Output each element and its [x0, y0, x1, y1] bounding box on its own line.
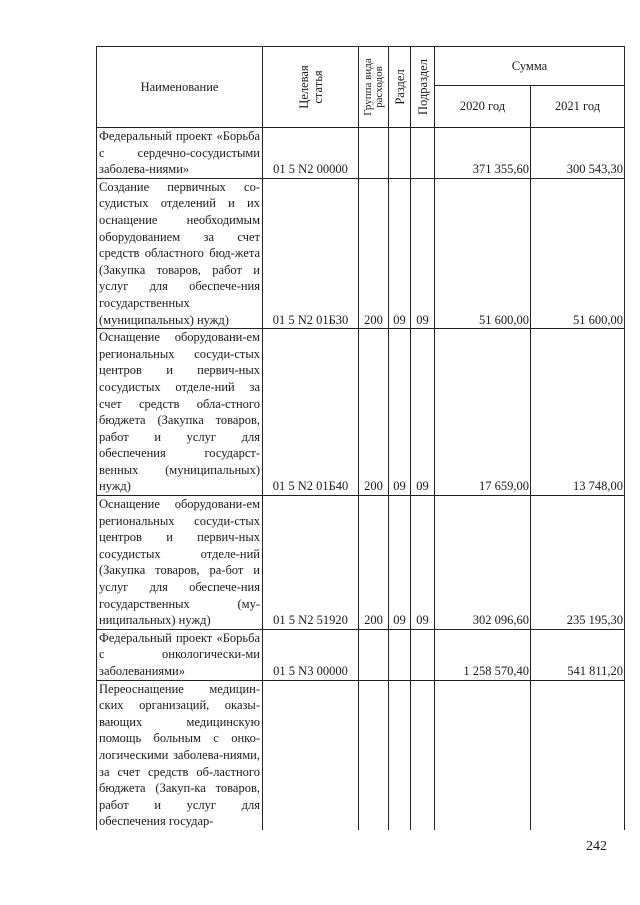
row-target-code: 01 5 N2 01Б40 — [263, 329, 359, 496]
row-subsection — [411, 629, 435, 680]
row-sum-2021: 13 748,00 — [531, 329, 625, 496]
row-target-code: 01 5 N3 00000 — [263, 629, 359, 680]
row-sum-2020: 371 355,60 — [435, 128, 531, 179]
row-section — [389, 128, 411, 179]
row-subsection: 09 — [411, 329, 435, 496]
row-subsection — [411, 128, 435, 179]
row-sum-2020 — [435, 680, 531, 830]
row-name: Переоснащение медицин-ских организаций, оказы-вающих медицинскую помощь больным с онко-логическими заболева-ниями, за счет средств об-ластного бюджета (Закуп-ка товаров, работ и услуг для обеспечения государ- — [97, 680, 263, 830]
row-section: 09 — [389, 496, 411, 630]
row-sum-2021 — [531, 680, 625, 830]
col-header-name: Наименование — [97, 47, 263, 128]
row-target-code: 01 5 N2 00000 — [263, 128, 359, 179]
table-row — [97, 128, 625, 179]
table-row — [97, 680, 625, 830]
table-row — [97, 329, 625, 496]
row-sum-2021: 300 543,30 — [531, 128, 625, 179]
row-subsection — [411, 680, 435, 830]
page-number: 242 — [586, 839, 607, 854]
col-header-sum: Сумма — [435, 47, 625, 86]
row-section: 09 — [389, 178, 411, 328]
row-target-code: 01 5 N2 51920 — [263, 496, 359, 630]
row-sum-2020: 1 258 570,40 — [435, 629, 531, 680]
row-section: 09 — [389, 329, 411, 496]
row-name: Оснащение оборудовани-ем региональных сосуди-стых центров и первич-ных сосудистых отделе-ний (Закупка товаров, ра-бот и услуг для обеспече-ния государственных (му-ниципальных) нужд) — [97, 496, 263, 630]
row-sum-2021: 541 811,20 — [531, 629, 625, 680]
col-header-2021: 2021 год — [531, 86, 625, 128]
row-sum-2020: 51 600,00 — [435, 178, 531, 328]
row-name: Создание первичных со-судистых отделений и их оснащение необходимым оборудованием за счет средств областного бюд-жета (Закупка товаров, работ и услуг для обеспече-ния государственных (муниципальных) нужд) — [97, 178, 263, 328]
table-row — [97, 178, 625, 328]
row-section — [389, 629, 411, 680]
col-header-section: Раздел — [389, 47, 411, 128]
row-expense-group: 200 — [359, 329, 389, 496]
row-name: Федеральный проект «Борьба с онкологически-ми заболеваниями» — [97, 629, 263, 680]
row-expense-group — [359, 680, 389, 830]
budget-table — [96, 46, 625, 830]
row-expense-group: 200 — [359, 496, 389, 630]
row-name: Оснащение оборудовани-ем региональных сосуди-стых центров и первич-ных сосудистых отделе-ний за счет средств обла-стного бюджета (Закупка товаров, работ и услуг для обеспечения государст-венных (муниципальных) нужд) — [97, 329, 263, 496]
row-target-code — [263, 680, 359, 830]
row-sum-2021: 235 195,30 — [531, 496, 625, 630]
table-row — [97, 496, 625, 630]
col-header-target: Целевая статья — [263, 47, 359, 128]
row-expense-group — [359, 629, 389, 680]
table-row — [97, 629, 625, 680]
col-header-2020: 2020 год — [435, 86, 531, 128]
col-header-expense-group: Группа вида расходов — [359, 47, 389, 128]
row-sum-2021: 51 600,00 — [531, 178, 625, 328]
row-expense-group — [359, 128, 389, 179]
row-target-code: 01 5 N2 01Б30 — [263, 178, 359, 328]
row-subsection: 09 — [411, 178, 435, 328]
row-name: Федеральный проект «Борьба с сердечно-сосудистыми заболева-ниями» — [97, 128, 263, 179]
row-subsection: 09 — [411, 496, 435, 630]
header-row-1 — [97, 47, 625, 86]
col-header-subsection: Подраздел — [411, 47, 435, 128]
row-expense-group: 200 — [359, 178, 389, 328]
row-sum-2020: 302 096,60 — [435, 496, 531, 630]
row-section — [389, 680, 411, 830]
row-sum-2020: 17 659,00 — [435, 329, 531, 496]
